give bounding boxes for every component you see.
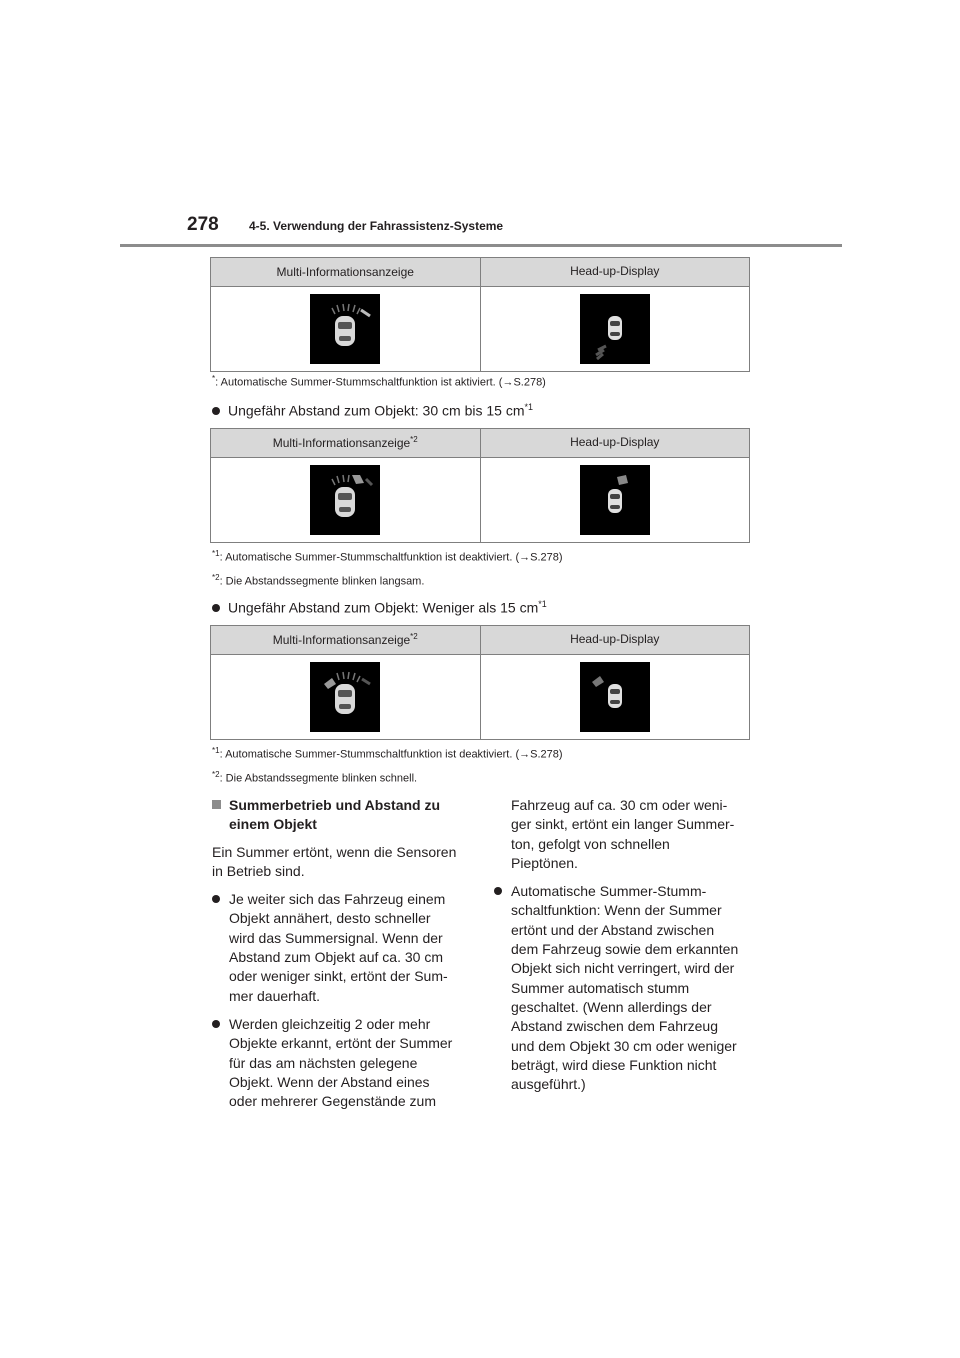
car-top-view-icon <box>608 684 622 708</box>
list-item: Automatische Summer-Stumm- schaltfunktion: Wenn der Summer ertönt und der Abstand zwischen dem Fahrzeug sowie dem erkannten Objekt sich nicht verringert, wird der Summer automatisch stumm geschaltet. (Wenn allerdings der Abstand zwischen dem Fahrzeug und dem Objekt 30 cm oder weniger beträgt, wird diese Funktion nicht ausgeführt.) <box>494 882 756 1094</box>
footnote: $^{*1}$: Automatische Summer-Stummschaltfunktion ist deaktiviert. (→S.278) <box>212 746 563 761</box>
list-item: Je weiter sich das Fahrzeug einem Objekt annähert, desto schneller wird das Summersignal. Wenn der Abstand zum Objekt auf ca. 30 cm oder weniger sinkt, ertönt der Sum- mer dauerhaft. <box>212 890 472 1006</box>
bullet-dot-icon <box>494 887 502 895</box>
car-top-view-icon <box>335 316 355 346</box>
hud-parking-sensor-screen <box>580 465 650 535</box>
list-item-continuation: Fahrzeug auf ca. 30 cm oder weni- ger sinkt, ertönt ein langer Summer- ton, gefolgt von schnellen Pieptönen. <box>511 797 735 871</box>
table-header-hud: Head-up-Display <box>480 258 750 286</box>
square-heading-icon <box>212 800 221 809</box>
page-number: 278 <box>187 214 219 235</box>
distance-bullet-2: Ungefähr Abstand zum Objekt: Weniger als 15 $cm^{*1}$ <box>212 599 547 616</box>
hud-parking-sensor-screen <box>580 662 650 732</box>
footnote: $^{*2}$: Die Abstandssegmente blinken schnell. <box>212 770 418 785</box>
table-header-mid: Multi-Informationsanzeige$^{*2}$ <box>272 632 418 647</box>
distance-bullet-1: Ungefähr Abstand zum Objekt: 30 cm bis 15 $cm^{*1}$ <box>212 402 533 419</box>
car-top-view-icon <box>608 489 622 513</box>
intro-paragraph: Ein Summer ertönt, wenn die Sensoren in Betrieb sind. <box>212 843 457 879</box>
footnote: $^{*2}$: Die Abstandssegmente blinken langsam. <box>212 573 425 588</box>
car-top-view-icon <box>608 316 622 340</box>
header-rule <box>120 244 842 247</box>
display-table-2 <box>210 428 750 543</box>
footnote: *: Automatische Summer-Stummschaltfunktion ist aktiviert. (→S.278) <box>212 374 546 389</box>
section-title: 4-5. Verwendung der Fahrassistenz-Systeme <box>249 219 504 233</box>
footnote: $^{*1}$: Automatische Summer-Stummschaltfunktion ist deaktiviert. (→S.278) <box>212 549 563 564</box>
table-header-hud: Head-up-Display <box>480 626 750 654</box>
table-header-hud: Head-up-Display <box>480 429 750 457</box>
buzzer-heading: Summerbetrieb und Abstand zu einem Objekt <box>212 796 472 835</box>
car-top-view-icon <box>335 487 355 517</box>
bullet-dot-icon <box>212 604 220 612</box>
mid-parking-sensor-screen <box>310 294 380 364</box>
bullet-dot-icon <box>212 895 220 903</box>
bullet-dot-icon <box>212 1020 220 1028</box>
mid-parking-sensor-screen <box>310 465 380 535</box>
display-table-1 <box>210 257 750 372</box>
right-column <box>494 796 756 1094</box>
left-column <box>212 796 472 1111</box>
table-header-mid: Multi-Informationsanzeige <box>276 265 414 279</box>
car-top-view-icon <box>335 684 355 714</box>
bullet-dot-icon <box>212 407 220 415</box>
mid-parking-sensor-screen <box>310 662 380 732</box>
list-item: Werden gleichzeitig 2 oder mehr Objekte erkannt, ertönt der Summer für das am nächsten gelegene Objekt. Wenn der Abstand eines oder mehrerer Gegenstände zum <box>212 1015 472 1111</box>
hud-parking-sensor-screen <box>580 294 650 364</box>
display-table-3 <box>210 625 750 740</box>
table-header-mid: Multi-Informationsanzeige$^{*2}$ <box>272 435 418 450</box>
